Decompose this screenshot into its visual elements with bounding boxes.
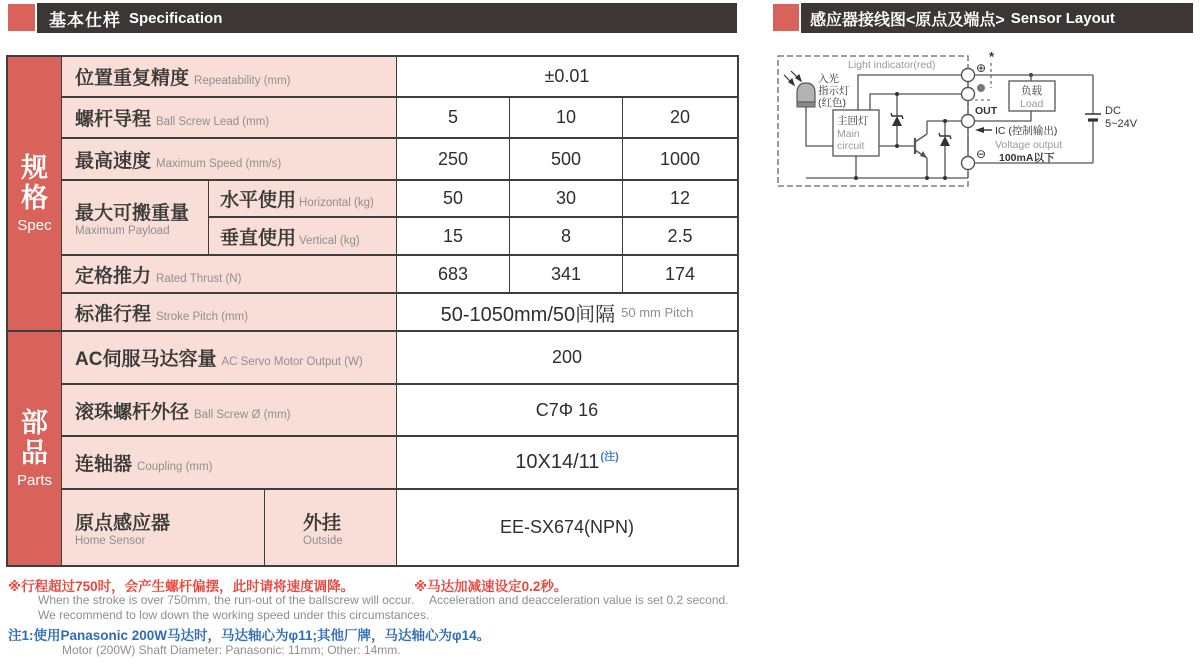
stroke-value [397, 294, 737, 332]
section-parts-en: Parts [16, 472, 52, 490]
speed-value-1: 250 [397, 139, 510, 181]
right-section-header [801, 3, 1193, 33]
horizontal-value-1: 50 [397, 181, 510, 218]
row-speed-label [62, 139, 397, 181]
lead-en: Ball Screw Lead (mm) [156, 116, 270, 128]
note-motor-zh: 注1:使用Panasonic 200W马达时，马达轴心为φ11;其他厂牌，马达轴心为φ14。 [8, 628, 491, 643]
servo-value: 200 [397, 332, 737, 385]
row-vertical-label [209, 218, 397, 256]
load-en: Load [1020, 98, 1044, 110]
row-horizontal-label [209, 181, 397, 218]
note-stroke-en1: When the stroke is over 750mm, the run-out of the ballscrew will occur. [38, 593, 415, 607]
row-outside-label [265, 490, 397, 565]
terminal-out-icon [962, 115, 975, 128]
section-spec-en: Spec [17, 217, 52, 235]
stroke-value-en: 50 mm Pitch [621, 304, 694, 320]
homesensor-value: EE-SX674(NPN) [397, 490, 737, 565]
payload-en: Maximum Payload [75, 225, 170, 237]
main-circuit-zh: 主回灯 [837, 115, 869, 127]
left-header-title-zh: 基本仕样 [49, 10, 121, 30]
horizontal-value-3: 12 [623, 181, 737, 218]
stroke-zh: 标准行程 [75, 303, 152, 325]
screwdia-zh: 滚珠螺杆外径 [75, 401, 190, 423]
dc-power-icon [1085, 114, 1101, 120]
main-circuit-en2: circuit [837, 140, 865, 152]
thrust-value-3: 174 [623, 256, 737, 294]
vertical-value-3: 2.5 [623, 218, 737, 256]
row-screwdia-label [62, 385, 397, 437]
repeatability-zh: 位置重复精度 [75, 68, 190, 89]
vertical-zh: 垂直使用 [220, 227, 297, 249]
dc-label-2: 5~24V [1105, 118, 1138, 130]
lead-value-1: 5 [397, 98, 510, 139]
light-label-zh2: 指示灯 [818, 85, 850, 97]
load-zh: 负载 [1021, 85, 1042, 97]
light-ray-arrows-icon [784, 71, 801, 85]
payload-zh: 最大可搬重量 [75, 203, 190, 224]
terminal-plus-icon [962, 69, 975, 82]
minus-symbol: ⊖ [976, 147, 987, 161]
speed-zh: 最高速度 [75, 150, 152, 172]
light-label-zh1: 入光 [818, 73, 839, 85]
speed-value-3: 1000 [623, 139, 737, 181]
lead-value-2: 10 [510, 98, 623, 139]
row-coupling-label [62, 437, 397, 490]
note-stroke-zh: ※行程超过750时，会产生螺杆偏摆，此时请将速度调降。 [8, 579, 355, 594]
star-symbol: * [989, 49, 995, 64]
plus-symbol: ⊕ [976, 61, 987, 75]
led-indicator-icon [797, 83, 815, 107]
ic-arrow-icon [975, 127, 992, 133]
vertical-value-1: 15 [397, 218, 510, 256]
vertical-value-2: 8 [510, 218, 623, 256]
left-section-header [37, 3, 737, 33]
note-motor-en: Motor (200W) Shaft Diameter: Panasonic: 11mm; Other: 14mm. [62, 643, 401, 657]
horizontal-zh: 水平使用 [220, 190, 297, 211]
outside-en: Outside [303, 535, 343, 547]
homesensor-zh: 原点感应器 [75, 513, 171, 534]
horizontal-en: Horizontal (kg) [299, 197, 374, 209]
lead-value-3: 20 [623, 98, 737, 139]
homesensor-en: Home Sensor [75, 535, 146, 547]
row-lead-label [62, 98, 397, 139]
thrust-value-2: 341 [510, 256, 623, 294]
dc-label-1: DC [1105, 105, 1121, 117]
outside-zh: 外挂 [303, 513, 342, 534]
aux-terminal-symbol [977, 84, 985, 92]
section-spec-zh: 规格 [20, 152, 48, 213]
section-label-parts [8, 332, 62, 565]
coupling-value [397, 437, 737, 490]
vertical-en: Vertical (kg) [299, 234, 360, 247]
right-header-accent-square [773, 4, 799, 31]
note-accel-en: Acceleration and deacceleration value is set 0.2 second. [429, 593, 729, 607]
row-stroke-label [62, 294, 397, 332]
servo-zh: AC伺服马达容量 [75, 349, 217, 370]
row-servo-label [62, 332, 397, 385]
out-label: OUT [975, 105, 998, 117]
light-label-zh3: (红色) [818, 97, 846, 109]
ic-label: IC (控制输出) [995, 125, 1058, 137]
screwdia-value: C7Φ 16 [397, 385, 737, 437]
screwdia-en: Ball Screw Ø (mm) [194, 408, 291, 421]
thrust-zh: 定格推力 [75, 265, 152, 287]
note-stroke-en2: We recommend to low down the working speed under this circumstances. [38, 608, 430, 622]
section-parts-zh: 部品 [20, 407, 48, 468]
row-homesensor-label [62, 490, 265, 565]
row-payload-label [62, 181, 209, 256]
right-header-title-en: Sensor Layout [1010, 9, 1115, 27]
speed-value-2: 500 [510, 139, 623, 181]
terminal-aux-icon [962, 88, 975, 101]
coupling-zh: 连轴器 [75, 454, 133, 475]
repeatability-value: ±0.01 [397, 57, 737, 98]
spec-table [6, 55, 739, 567]
light-indicator-label-en: Light indicator(red) [848, 59, 936, 71]
right-header-title-zh: 感应器接线图<原点及端点> [810, 11, 1005, 29]
sensor-wiring-diagram [775, 48, 1195, 203]
voltage-output-label: Voltage output [995, 139, 1063, 151]
row-thrust-label [62, 256, 397, 294]
horizontal-value-2: 30 [510, 181, 623, 218]
current-limit-label: 100mA以下 [999, 152, 1055, 164]
stroke-en: Stroke Pitch (mm) [156, 310, 249, 323]
thrust-value-1: 683 [397, 256, 510, 294]
coupling-en: Coupling (mm) [137, 461, 213, 473]
terminal-minus-icon [962, 157, 975, 170]
repeatability-en: Repeatability (mm) [194, 75, 291, 87]
note-accel-zh: ※马达加减速设定0.2秒。 [414, 579, 568, 594]
coupling-note-superscript: (注) [600, 450, 619, 463]
coupling-value-text: 10X14/11 [515, 451, 600, 473]
main-circuit-en1: Main [837, 128, 860, 140]
row-repeatability-label [62, 57, 397, 98]
stroke-value-zh: 50-1050mm/50间隔 [440, 303, 616, 326]
section-label-spec [8, 57, 62, 332]
left-header-accent-square [8, 4, 35, 31]
left-header-title-en: Specification [129, 9, 223, 27]
servo-en: AC Servo Motor Output (W) [221, 356, 363, 368]
transistor-icon [915, 134, 927, 158]
lead-zh: 螺杆导程 [75, 109, 152, 130]
thrust-en: Rated Thrust (N) [156, 272, 242, 285]
speed-en: Maximum Speed (mm/s) [156, 157, 282, 170]
